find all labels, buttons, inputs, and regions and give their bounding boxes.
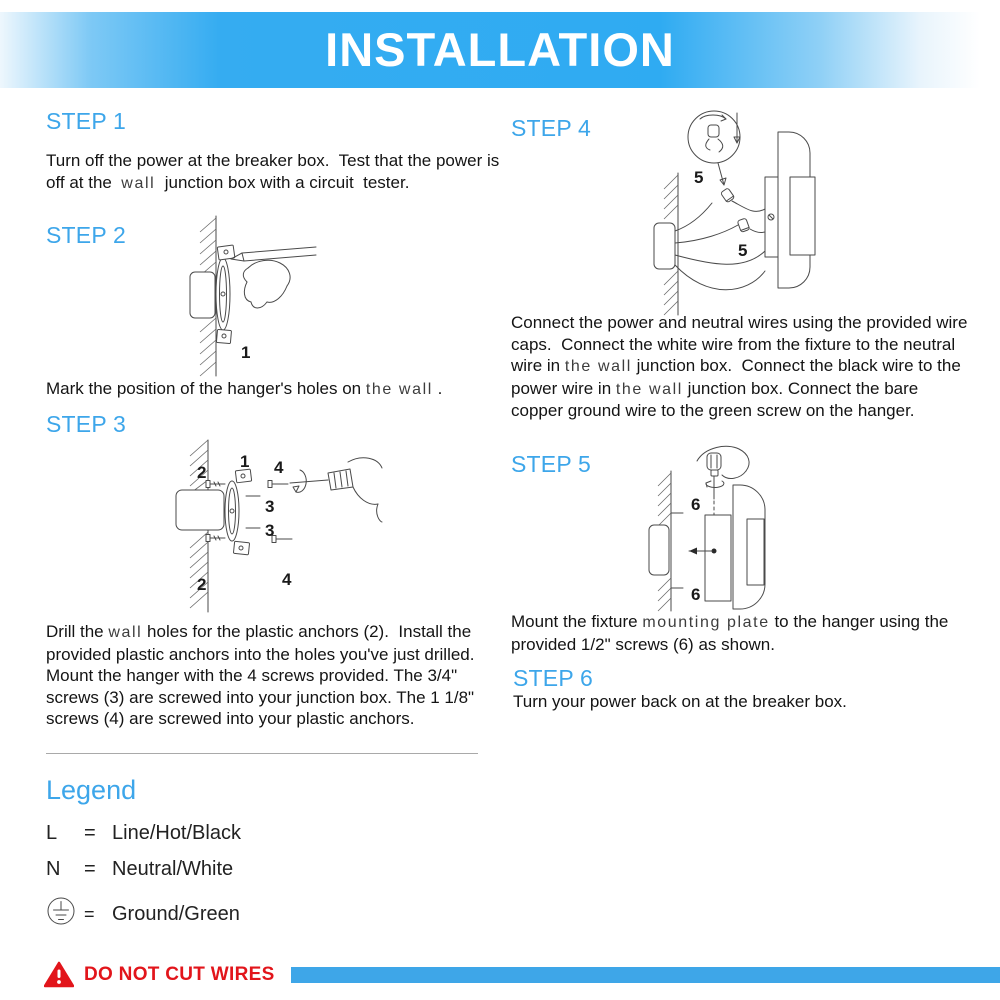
- text-segment: .: [432, 379, 443, 398]
- step5-text: [511, 611, 973, 655]
- wires: [675, 201, 774, 290]
- text-segment: Connect the power and neutral wires using the provided wire caps. Connect the white wire from the fixture to the neutral wire in: [511, 313, 973, 375]
- fig-label-2-bottom: 2: [197, 575, 207, 594]
- fig-label-3-bottom: 3: [265, 521, 275, 540]
- hanger: [216, 245, 235, 344]
- warning-blue-bar: [291, 967, 1000, 983]
- fig-label-1: 1: [240, 452, 250, 471]
- step3-heading: STEP 3: [46, 411, 127, 437]
- step2-diagram: [186, 216, 336, 376]
- fig-label-2-top: 2: [197, 463, 207, 482]
- pencil-icon: [231, 247, 316, 261]
- fixture-side-view: [765, 132, 815, 288]
- warning-text: DO NOT CUT WIRES: [84, 964, 275, 985]
- hanger: [225, 469, 252, 555]
- ground-icon: [46, 896, 84, 932]
- step6-heading: STEP 6: [513, 665, 594, 691]
- text-segment: holes for the plastic anchors (2). Install the provided plastic anchors into the holes you've just drilled. Mount the hanger with the 4 screws provided. The 3/4" screws (3) are screwed into your junction box. The 1 1/8" screws (4) are screwed into your plastic anchors.: [46, 622, 484, 728]
- step4-heading: STEP 4: [511, 115, 592, 141]
- wire-cap-2: [737, 218, 750, 232]
- step1-text: [46, 150, 505, 194]
- step3-text: [46, 621, 494, 730]
- legend-row-line: [46, 822, 241, 845]
- legend-row-ground: [46, 896, 240, 932]
- placeholder-text: mounting plate: [642, 614, 770, 631]
- junction-box: [190, 272, 215, 318]
- equals-sign: =: [84, 858, 96, 880]
- text-segment: Mark the position of the hanger's holes on: [46, 379, 366, 398]
- placeholder-text: the wall: [564, 358, 632, 375]
- fig-label-5-top: 5: [694, 168, 704, 187]
- placeholder-text: the wall: [365, 381, 433, 398]
- fig-label-6-top: 6: [691, 495, 701, 514]
- legend-value: Neutral/White: [112, 858, 234, 880]
- text-segment: Turn off the power at the breaker box. Test that the power is off at the: [46, 151, 505, 192]
- legend-symbol: L: [46, 822, 58, 844]
- fig-label-3-top: 3: [265, 497, 275, 516]
- placeholder-text: wall: [108, 624, 143, 641]
- placeholder-text: wall: [121, 174, 156, 192]
- screwdriver-icon: [290, 469, 353, 492]
- legend-symbol: N: [46, 858, 61, 880]
- header-banner: [0, 12, 1000, 88]
- fig-label-5-bottom: 5: [738, 241, 748, 260]
- step3-diagram: [182, 440, 382, 612]
- hand-icon: [243, 260, 290, 308]
- step4-text: [511, 312, 973, 422]
- text-segment: to the hanger using the provided 1/2" screws (6) as shown.: [511, 612, 954, 654]
- warning-triangle-icon: [44, 961, 74, 988]
- divider: [46, 753, 478, 754]
- placeholder-text: the wall: [615, 380, 683, 398]
- equals-sign: =: [84, 903, 95, 924]
- fig-label-6-bottom: 6: [691, 585, 701, 604]
- text-segment: Drill the: [46, 622, 109, 641]
- fig-label-1: 1: [241, 343, 251, 362]
- legend-title: Legend: [46, 775, 137, 805]
- fixture-profile: [733, 485, 765, 609]
- junction-box: [649, 525, 669, 575]
- legend-value: Line/Hot/Black: [112, 822, 241, 844]
- junction-box: [654, 223, 675, 269]
- wire-cap-1: [720, 188, 734, 203]
- step5-diagram: [655, 443, 770, 613]
- fig-label-4-bottom: 4: [282, 570, 292, 589]
- step6-text: [513, 691, 975, 713]
- mounting-plate: [705, 515, 731, 601]
- step1-heading: STEP 1: [46, 108, 127, 134]
- text-segment: junction box. Connect the bare copper ground wire to the green screw on the hanger.: [511, 378, 923, 420]
- equals-sign: =: [84, 822, 96, 844]
- page-title: INSTALLATION: [325, 23, 675, 76]
- fig-label-4-top: 4: [274, 458, 284, 477]
- text-segment: Turn your power back on at the breaker box.: [513, 692, 847, 711]
- hand-icon: [348, 458, 382, 522]
- text-segment: junction box. Connect the black wire to the power wire in: [511, 356, 966, 398]
- step4-diagram: [652, 103, 827, 315]
- step2-heading: STEP 2: [46, 222, 127, 248]
- legend-value: Ground/Green: [112, 902, 240, 925]
- text-segment: Mount the fixture: [511, 612, 643, 631]
- junction-box: [176, 490, 224, 530]
- text-segment: junction box with a circuit tester.: [155, 172, 410, 192]
- step5-heading: STEP 5: [511, 451, 592, 477]
- legend-row-neutral: [46, 858, 233, 881]
- step2-text: [46, 378, 501, 401]
